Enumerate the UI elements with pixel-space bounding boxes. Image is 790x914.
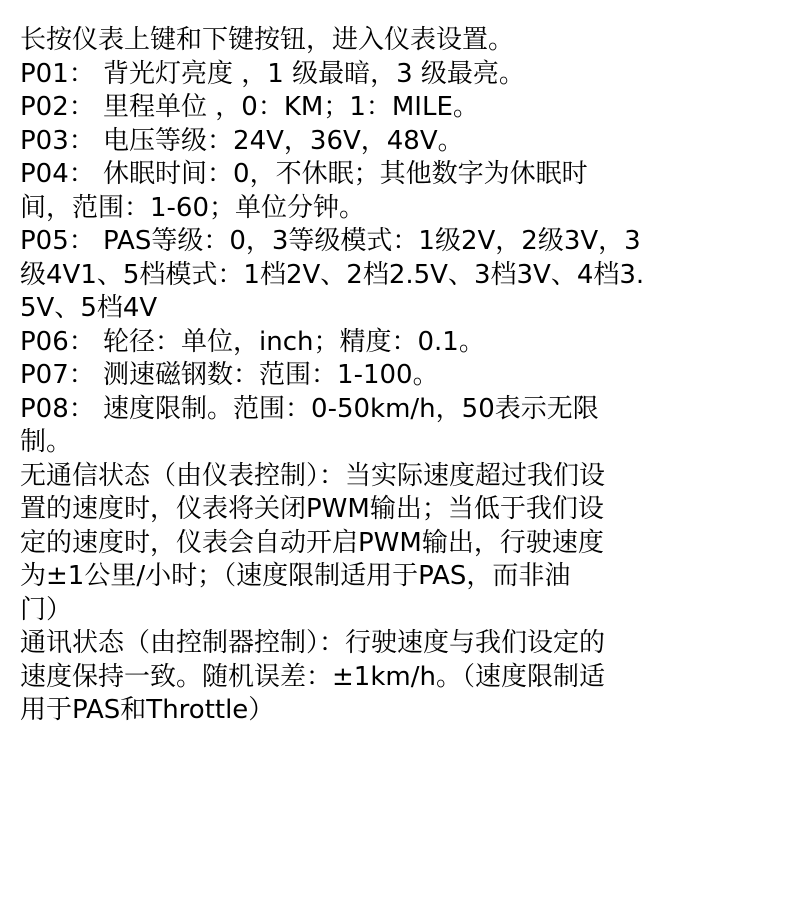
no-comm-line-5: 门） bbox=[20, 594, 73, 625]
p07-line: P07： 测速磁钢数：范围：1-100。 bbox=[20, 360, 439, 390]
no-comm-line-3: 定的速度时，仪表会自动开启PWM输出，行驶速度 bbox=[20, 527, 604, 558]
comm-line-1: 通讯状态（由控制器控制）：行驶速度与我们设定的 bbox=[20, 628, 606, 658]
comm-line-3: 用于PAS和Throttle） bbox=[20, 695, 275, 725]
p02-line: P02： 里程单位 ，0：KM；1：MILE。 bbox=[20, 92, 479, 122]
p06-line: P06： 轮径：单位，inch；精度：0.1。 bbox=[20, 326, 485, 357]
p05-line-3: 5V、5档4V bbox=[20, 293, 158, 323]
intro-line: 长按仪表上键和下键按钮，进入仪表设置。 bbox=[20, 25, 515, 55]
comm-line-2: 速度保持一致。随机误差：±1km/h。（速度限制适 bbox=[20, 661, 605, 692]
p08-line-1: P08： 速度限制。范围：0-50km/h，50表示无限 bbox=[20, 393, 599, 424]
no-comm-line-2: 置的速度时，仪表将关闭PWM输出；当低于我们设 bbox=[20, 494, 604, 524]
p05-line-1: P05： PAS等级：0，3等级模式：1级2V，2级3V，3 bbox=[20, 226, 641, 256]
p04-line-1: P04： 休眠时间：0，不休眠；其他数字为休眠时 bbox=[20, 159, 588, 189]
p03-line: P03： 电压等级：24V，36V，48V。 bbox=[20, 125, 464, 156]
p01-line: P01： 背光灯亮度 ，1 级最暗，3 级最亮。 bbox=[20, 58, 525, 89]
no-comm-line-4: 为±1公里/小时；（速度限制适用于PAS，而非油 bbox=[20, 561, 571, 591]
p05-line-2: 级4V1、5档模式：1档2V、2档2.5V、3档3V、4档3. bbox=[20, 259, 645, 290]
p08-line-2: 制。 bbox=[20, 427, 73, 457]
no-comm-line-1: 无通信状态（由仪表控制）：当实际速度超过我们设 bbox=[20, 460, 606, 491]
p04-line-2: 间，范围：1-60；单位分钟。 bbox=[20, 192, 366, 223]
